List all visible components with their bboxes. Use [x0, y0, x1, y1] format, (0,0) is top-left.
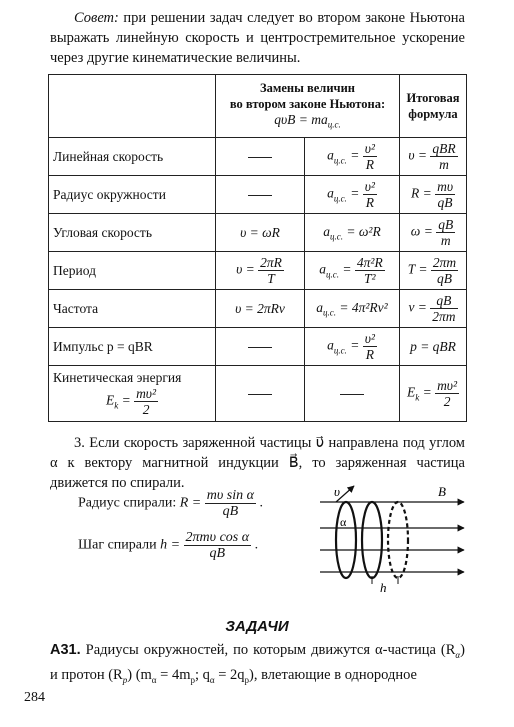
field-label: B⃗: [438, 484, 457, 499]
helix-loop: [388, 502, 408, 578]
header-empty: [49, 75, 216, 138]
header-final-formula: Итоговая формула: [400, 75, 467, 138]
table-row: Кинетическая энергия $E_k$ = $\frac{\text{mυ²}}{2}$ $E_k$ = $\frac{\text{mυ²}}{2}$: [49, 366, 467, 422]
table-row: Угловая скорость υ = ωR $a_{ц.с.} = \omega^2R$ ω = $\frac{qB}{m}$: [49, 214, 467, 252]
step-formula: Шаг спирали h = $\frac{\text{2πmυ cos α}}{qB}$ .: [78, 530, 259, 561]
dash: [340, 394, 364, 395]
dash: [248, 347, 272, 348]
table-row: Импульс p = qBR $a_{ц.с.}$ = $\frac{\text{υ²}}{R}$ p = qBR: [49, 328, 467, 366]
page-number: 284: [24, 690, 45, 705]
helix-loop: [336, 502, 356, 578]
velocity-label: υ⃗: [334, 484, 351, 499]
table-row: Период υ = $\frac{2\pi R}{T}$ $a_{ц.с.}$ = $\frac{\text{4π²R}}{\text{T²}}$ T = $\frac{2\pi m}{qB}$: [49, 252, 467, 290]
replacement-table: [48, 74, 467, 422]
point3-paragraph: 3. Если скорость заряженной частицы υ⃗ направлена под углом α к вектору магнитной индукции B⃗, то заряженная частица движется по спирали.: [50, 435, 465, 491]
header-replacements: Замены величин во втором законе Ньютона: $q\upsilon B = ma_{ц.с.}$: [216, 75, 400, 138]
dash: [248, 394, 272, 395]
angle-label: α: [340, 515, 347, 529]
dash: [248, 157, 272, 158]
table-row: Линейная скорость $a_{ц.с.}$ = $\frac{\text{υ²}}{R}$ υ = $\frac{\text{qBR}}{m}$: [49, 138, 467, 176]
table-row: Частота υ = 2πRν $a_{ц.с.} = 4\pi^2R\nu^2$ ν = $\frac{qB}{2\pi m}$: [49, 290, 467, 328]
pitch-label: h: [380, 580, 387, 594]
table-row: Радиус окружности $a_{ц.с.}$ = $\frac{\text{υ²}}{R}$ R = $\frac{m\upsilon}{qB}$: [49, 176, 467, 214]
helix-diagram: [314, 484, 470, 594]
intro-paragraph: [50, 8, 465, 68]
radius-formula: Радиус спирали: R = $\frac{\text{mυ sin α}}{qB}$ .: [78, 488, 263, 519]
intro-text: при решении задач следует во втором законе Ньютона выражать линейную скорость и центростремительное ускорение через другие кинематические величины.: [50, 10, 465, 66]
table-header-row: [49, 75, 467, 138]
helix-loop: [362, 502, 382, 578]
dash: [248, 195, 272, 196]
intro-lead: Совет:: [74, 10, 119, 26]
problem-a31: А31. Радиусы окружностей, по которым движутся α-частица $(R_\alpha)$ и протон $(R_p) (m_\alpha = 4m_p$; $q_\alpha = 2q_p$), влетающие в однородное: [50, 642, 465, 685]
section-title: ЗАДАЧИ: [225, 618, 289, 635]
